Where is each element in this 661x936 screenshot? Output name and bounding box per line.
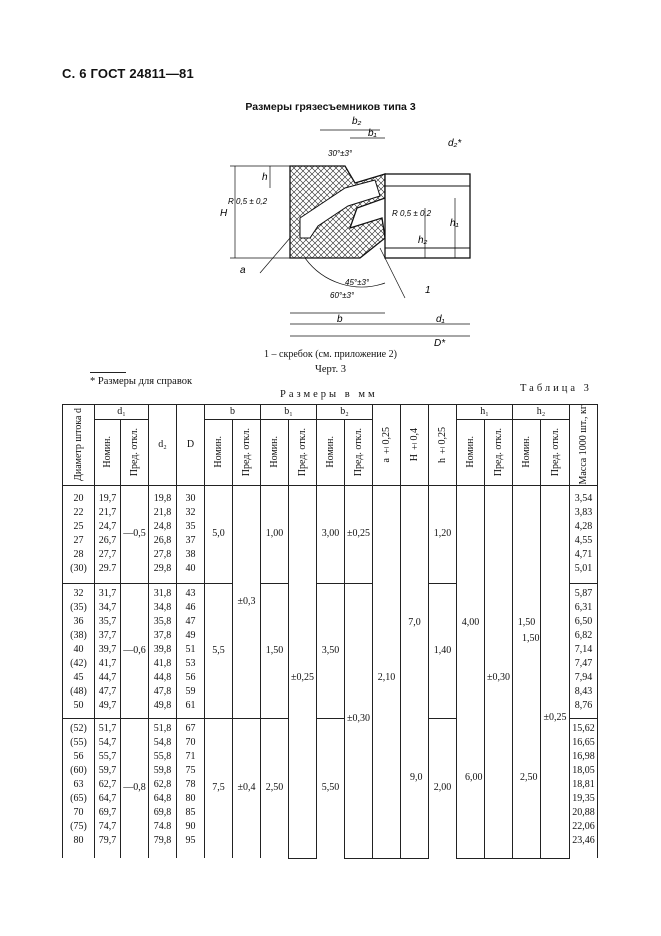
list-value: 54,8 [153, 736, 172, 748]
footnote: * Размеры для справок [90, 376, 193, 387]
th-h1: h₁ [457, 405, 513, 420]
list-value: 90 [185, 821, 196, 833]
cell-D [177, 485, 205, 583]
label-b1: b₁ [368, 128, 377, 139]
th-b: b [205, 405, 261, 420]
list-value: 40 [73, 643, 84, 655]
list-value: (38) [70, 629, 87, 641]
label-b2: b₂ [352, 116, 362, 127]
list-value: 38 [185, 548, 196, 560]
list-value: 24,8 [153, 520, 172, 532]
th-b1: b₁ [261, 405, 317, 420]
list-value: (75) [70, 821, 87, 833]
list-value: 55,8 [153, 750, 172, 762]
list-value: 95 [185, 835, 196, 847]
list-value: 39,8 [153, 643, 172, 655]
cell-b1: 2,50 [261, 718, 289, 858]
list-value: 56 [185, 672, 196, 684]
drawing-number: Черт. 3 [315, 364, 346, 375]
list-value: 5,01 [574, 563, 593, 575]
list-value: 32 [185, 506, 196, 518]
list-value: 29.7 [98, 563, 117, 575]
label-D: D* [434, 338, 446, 349]
list-value: 27,7 [98, 548, 117, 560]
cell-d2 [149, 485, 177, 583]
list-value: 70 [185, 736, 196, 748]
list-value: 26,7 [98, 534, 117, 546]
list-value: (42) [70, 658, 87, 670]
cell-b: 7,5 [205, 718, 233, 858]
list-value: 19,35 [572, 793, 595, 805]
list-value: 25 [73, 520, 84, 532]
list-value: 18,05 [572, 764, 595, 776]
cell-b-dev-shared: ±0,3 [233, 485, 261, 718]
cell-d2 [149, 718, 177, 858]
list-value: 24,7 [98, 520, 117, 532]
list-value: 37,7 [98, 629, 117, 641]
label-angle3: 60°±3° [330, 291, 355, 300]
list-value: 35,7 [98, 615, 117, 627]
list-value: 75 [185, 764, 196, 776]
list-value: 23,46 [572, 835, 595, 847]
drawing-caption: 1 – скребок (см. приложение 2) [264, 349, 397, 360]
cell-b1-dev-shared: ±0,25 [289, 485, 317, 858]
list-value: 7,47 [574, 658, 593, 670]
list-value: 7,94 [574, 672, 593, 684]
list-value: (35) [70, 601, 87, 613]
th-b2: b₂ [317, 405, 373, 420]
list-value: 49,8 [153, 700, 172, 712]
list-value: 4,55 [574, 534, 593, 546]
cell-mass [570, 485, 598, 583]
list-value: 6,50 [574, 615, 593, 627]
list-value: 54,7 [98, 736, 117, 748]
cell-h1-g3: 6,00 [465, 772, 483, 783]
list-value: 41,7 [98, 658, 117, 670]
cell-d [63, 718, 95, 858]
list-value: 3,83 [574, 506, 593, 518]
label-H: H [220, 208, 228, 219]
list-value: 19,7 [98, 492, 117, 504]
cell-H-mid: 7,0 [401, 485, 429, 858]
page-header: С. 6 ГОСТ 24811—81 [62, 66, 194, 81]
list-value: 80 [73, 835, 84, 847]
list-value: 69,7 [98, 807, 117, 819]
list-value: 59,7 [98, 764, 117, 776]
list-value: 59 [185, 686, 196, 698]
list-value: 59,8 [153, 764, 172, 776]
list-value: 4,28 [574, 520, 593, 532]
cell-b: 5,5 [205, 583, 233, 718]
list-value: 49,7 [98, 700, 117, 712]
th-dev: Пред. откл. [541, 419, 570, 485]
list-value: 80 [185, 793, 196, 805]
th-mass: Масса 1000 шт., кг [570, 405, 598, 486]
cell-b-dev: ±0,4 [233, 718, 261, 858]
cell-h1-dev-shared: ±0,30 [485, 485, 513, 858]
list-value: 79,7 [98, 835, 117, 847]
label-angle2: 45°±3° [345, 278, 370, 287]
list-value: 37,8 [153, 629, 172, 641]
list-value: 19,8 [153, 492, 172, 504]
cell-b1: 1,00 [261, 485, 289, 583]
list-value: 67 [185, 722, 196, 734]
list-value: (65) [70, 793, 87, 805]
cell-h2-g3: 2,50 [520, 772, 538, 783]
list-value: 22 [73, 506, 84, 518]
cell-b2-dev-shared: ±0,30 [345, 583, 373, 858]
cell-b2: 3,50 [317, 583, 345, 718]
drawing-title: Размеры грязесъемников типа 3 [245, 101, 416, 113]
list-value: (52) [70, 722, 87, 734]
list-value: 26,8 [153, 534, 172, 546]
cell-b2: 3,00 [317, 485, 345, 583]
list-value: 22,06 [572, 821, 595, 833]
th-nom: Номин. [95, 419, 121, 485]
list-value: 35,8 [153, 615, 172, 627]
list-value: 41,8 [153, 658, 172, 670]
list-value: (48) [70, 686, 87, 698]
list-value: 30 [185, 492, 196, 504]
list-value: 47,8 [153, 686, 172, 698]
footnote-rule [90, 372, 126, 373]
cell-h: 2,00 [429, 718, 457, 858]
cell-d1 [95, 718, 121, 858]
cell-h2-mid: 1,50 [513, 485, 541, 858]
cell-mass [570, 583, 598, 718]
cell-d [63, 485, 95, 583]
list-value: 44,8 [153, 672, 172, 684]
cell-mass [570, 718, 598, 858]
list-value: (30) [70, 563, 87, 575]
list-value: 37 [185, 534, 196, 546]
list-value: 28 [73, 548, 84, 560]
list-value: 34,7 [98, 601, 117, 613]
list-value: (55) [70, 736, 87, 748]
label-b: b [337, 314, 343, 325]
th-h2: h₂ [513, 405, 570, 420]
list-value: 40 [185, 563, 196, 575]
list-value: 63 [73, 778, 84, 790]
table-row [63, 485, 622, 583]
list-value: 70 [73, 807, 84, 819]
cell-d1-dev: —0,8 [121, 718, 149, 858]
list-value: 64,7 [98, 793, 117, 805]
list-value: 18,81 [572, 778, 595, 790]
list-value: (60) [70, 764, 87, 776]
cell-h2-g2: 1,50 [522, 633, 540, 644]
label-one: 1 [425, 285, 431, 296]
list-value: 32 [73, 587, 84, 599]
cell-D [177, 718, 205, 858]
cell-d1 [95, 583, 121, 718]
label-a: a [240, 265, 246, 276]
list-value: 69,8 [153, 807, 172, 819]
list-value: 27 [73, 534, 84, 546]
th-dev: Пред. откл. [485, 419, 513, 485]
label-d2: d₂* [448, 138, 462, 149]
th-a: a ±0,25 [373, 405, 401, 486]
list-value: 31,8 [153, 587, 172, 599]
th-nom: Номин. [513, 419, 541, 485]
label-angle1: 30°±3° [328, 149, 353, 158]
technical-drawing [0, 108, 661, 353]
list-value: 85 [185, 807, 196, 819]
th-nom: Номин. [457, 419, 485, 485]
th-nom: Номин. [205, 419, 233, 485]
list-value: 16,65 [572, 736, 595, 748]
list-value: 79,8 [153, 835, 172, 847]
list-value: 62,8 [153, 778, 172, 790]
list-value: 3,54 [574, 492, 593, 504]
list-value: 51,8 [153, 722, 172, 734]
th-diam: Диаметр штока d [63, 405, 95, 486]
list-value: 31,7 [98, 587, 117, 599]
cell-b2: 5,50 [317, 718, 345, 858]
list-value: 7,14 [574, 643, 593, 655]
cell-D [177, 583, 205, 718]
th-nom: Номин. [317, 419, 345, 485]
list-value: 21,7 [98, 506, 117, 518]
label-r2: R 0,5 ± 0,2 [392, 209, 432, 218]
cell-h: 1,20 [429, 485, 457, 583]
list-value: 5,87 [574, 587, 593, 599]
list-value: 44,7 [98, 672, 117, 684]
cell-d [63, 583, 95, 718]
list-value: 43 [185, 587, 196, 599]
list-value: 49 [185, 629, 196, 641]
th-dev: Пред. откл. [121, 419, 149, 485]
cell-h1-mid: 4,00 [457, 485, 485, 858]
list-value: 45 [73, 672, 84, 684]
list-value: 21,8 [153, 506, 172, 518]
list-value: 35 [185, 520, 196, 532]
list-value: 56 [73, 750, 84, 762]
label-h2: h₂ [418, 235, 428, 246]
label-r1: R 0,5 ± 0,2 [228, 197, 268, 206]
th-D: D [177, 405, 205, 486]
list-value: 74,7 [98, 821, 117, 833]
label-d1: d₁ [436, 314, 445, 325]
list-value: 50 [73, 700, 84, 712]
list-value: 8,76 [574, 700, 593, 712]
th-d1: d₁ [95, 405, 149, 420]
th-dev: Пред. откл. [233, 419, 261, 485]
cell-d2 [149, 583, 177, 718]
th-h: h ±0,25 [429, 405, 457, 486]
list-value: 6,82 [574, 629, 593, 641]
list-value: 78 [185, 778, 196, 790]
cell-d1-dev: —0,5 [121, 485, 149, 583]
list-value: 62,7 [98, 778, 117, 790]
cell-d1-dev: —0,6 [121, 583, 149, 718]
list-value: 53 [185, 658, 196, 670]
list-value: 34,8 [153, 601, 172, 613]
cell-b2-dev: ±0,25 [345, 485, 373, 583]
list-value: 47 [185, 615, 196, 627]
list-value: 39,7 [98, 643, 117, 655]
label-h: h [262, 172, 268, 183]
th-dev: Пред. откл. [345, 419, 373, 485]
list-value: 16,98 [572, 750, 595, 762]
list-value: 20,88 [572, 807, 595, 819]
th-H: H ±0,4 [401, 405, 429, 486]
th-nom: Номин. [261, 419, 289, 485]
list-value: 51 [185, 643, 196, 655]
sizes-caption: Размеры в мм [280, 389, 378, 400]
cell-b: 5,0 [205, 485, 233, 583]
cell-d1 [95, 485, 121, 583]
list-value: 51,7 [98, 722, 117, 734]
list-value: 36 [73, 615, 84, 627]
list-value: 8,43 [574, 686, 593, 698]
list-value: 29,8 [153, 563, 172, 575]
cell-h: 1,40 [429, 583, 457, 718]
list-value: 46 [185, 601, 196, 613]
list-value: 71 [185, 750, 196, 762]
list-value: 20 [73, 492, 84, 504]
cell-b1: 1,50 [261, 583, 289, 718]
dimensions-table [62, 404, 622, 859]
list-value: 61 [185, 700, 196, 712]
list-value: 6,31 [574, 601, 593, 613]
list-value: 15,62 [572, 722, 595, 734]
list-value: 27,8 [153, 548, 172, 560]
th-dev: Пред. откл. [289, 419, 317, 485]
list-value: 74.8 [153, 821, 172, 833]
th-d2: d₂ [149, 405, 177, 486]
cell-H-g3: 9,0 [410, 772, 423, 783]
cell-a: 2,10 [373, 485, 401, 858]
list-value: 47,7 [98, 686, 117, 698]
table-number: Таблица 3 [520, 383, 592, 394]
list-value: 4,71 [574, 548, 593, 560]
label-h1: h₁ [450, 218, 459, 229]
list-value: 64,8 [153, 793, 172, 805]
cell-h2-dev-shared: ±0,25 [541, 485, 570, 858]
list-value: 55,7 [98, 750, 117, 762]
